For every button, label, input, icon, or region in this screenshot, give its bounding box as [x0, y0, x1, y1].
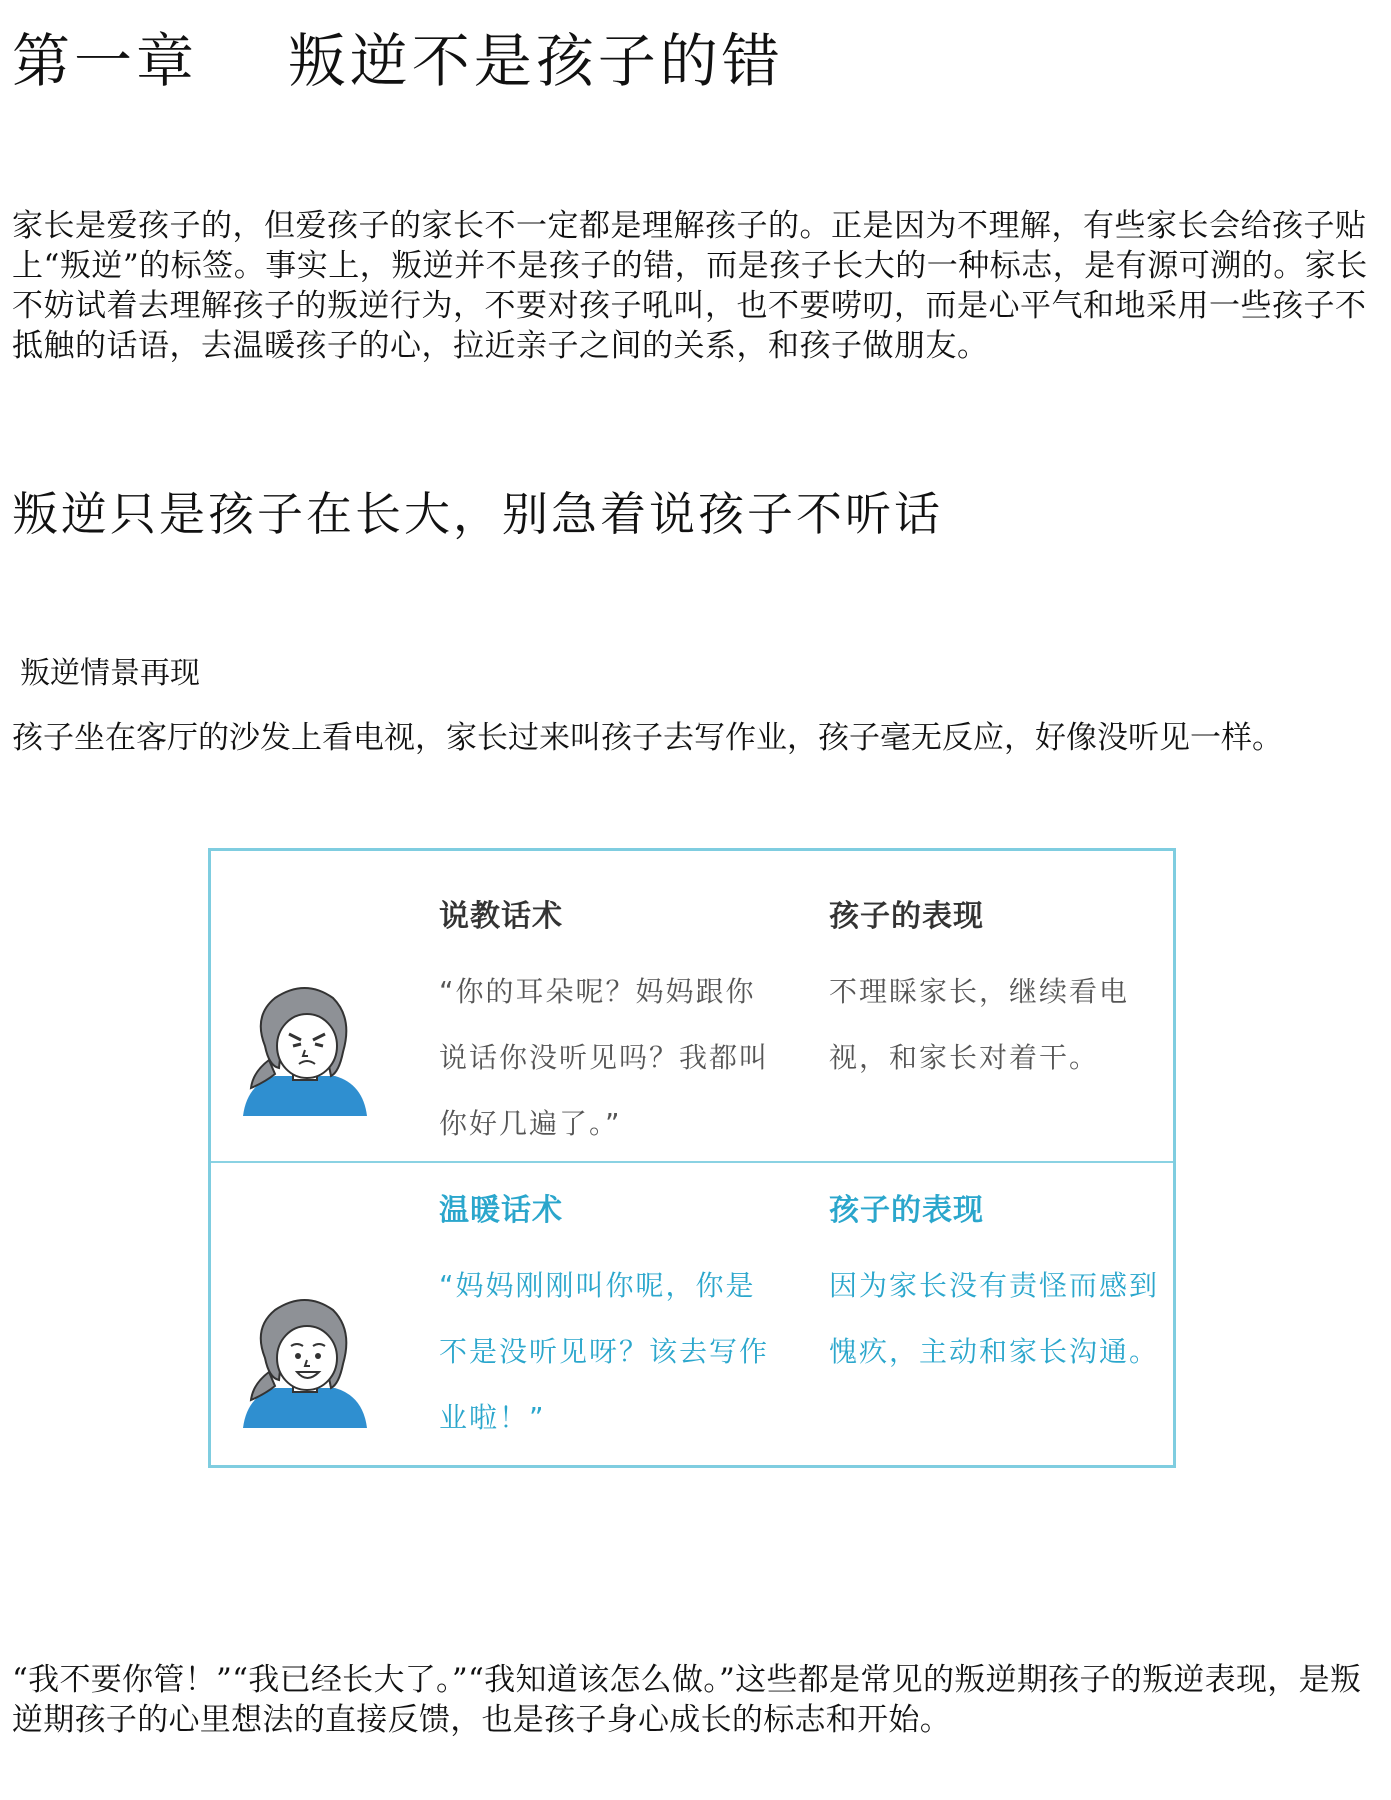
child-response-heading: 孩子的表现: [829, 1193, 984, 1228]
angry-parent-illustration: [235, 976, 375, 1116]
scolding-speech-heading: 说教话术: [439, 899, 563, 934]
scolding-speech-text: “你的耳朵呢？妈妈跟你说话你没听见吗？我都叫你好几遍了。”: [439, 975, 770, 1140]
scenario-paragraph: 孩子坐在客厅的沙发上看电视，家长过来叫孩子去写作业，孩子毫无反应，好像没听见一样。: [12, 720, 1283, 756]
comparison-row-warm: [211, 1163, 1173, 1468]
smiling-parent-illustration: [235, 1288, 375, 1428]
closing-paragraph: “我不要你管！”“我已经长大了。”“我知道该怎么做。”这些都是常见的叛逆期孩子的叛逆表现，是叛逆期孩子的心里想法的直接反馈，也是孩子身心成长的标志和开始。: [12, 1662, 1362, 1738]
warm-speech-column: [439, 1185, 779, 1451]
child-reaction-heading: 孩子的表现: [829, 899, 984, 934]
child-reaction-column: [829, 891, 1159, 1091]
intro-paragraph: 家长是爱孩子的，但爱孩子的家长不一定都是理解孩子的。正是因为不理解，有些家长会给孩子贴上“叛逆”的标签。事实上，叛逆并不是孩子的错，而是孩子长大的一种标志，是有源可溯的。家长不妨试着去理解孩子的叛逆行为，不要对孩子吼叫，也不要唠叨，而是心平气和地采用一些孩子不抵触的话语，去温暖孩子的心，拉近亲子之间的关系，和孩子做朋友。: [12, 208, 1368, 364]
comparison-card: [208, 848, 1176, 1468]
chapter-title: 第一章 叛逆不是孩子的错: [12, 27, 784, 95]
warm-speech-text: “妈妈刚刚叫你呢，你是不是没听见呀？该去写作业啦！”: [439, 1269, 770, 1434]
scenario-subtitle: 叛逆情景再现: [20, 656, 200, 691]
scolding-speech-column: [439, 891, 779, 1157]
child-response-column: [829, 1185, 1159, 1385]
warm-speech-heading: 温暖话术: [439, 1193, 563, 1228]
section-title: 叛逆只是孩子在长大，别急着说孩子不听话: [12, 487, 943, 541]
child-response-text: 因为家长没有责怪而感到愧疚，主动和家长沟通。: [829, 1269, 1160, 1368]
comparison-row-scolding: [211, 851, 1173, 1156]
child-reaction-text: 不理睬家长，继续看电视，和家长对着干。: [829, 975, 1130, 1074]
